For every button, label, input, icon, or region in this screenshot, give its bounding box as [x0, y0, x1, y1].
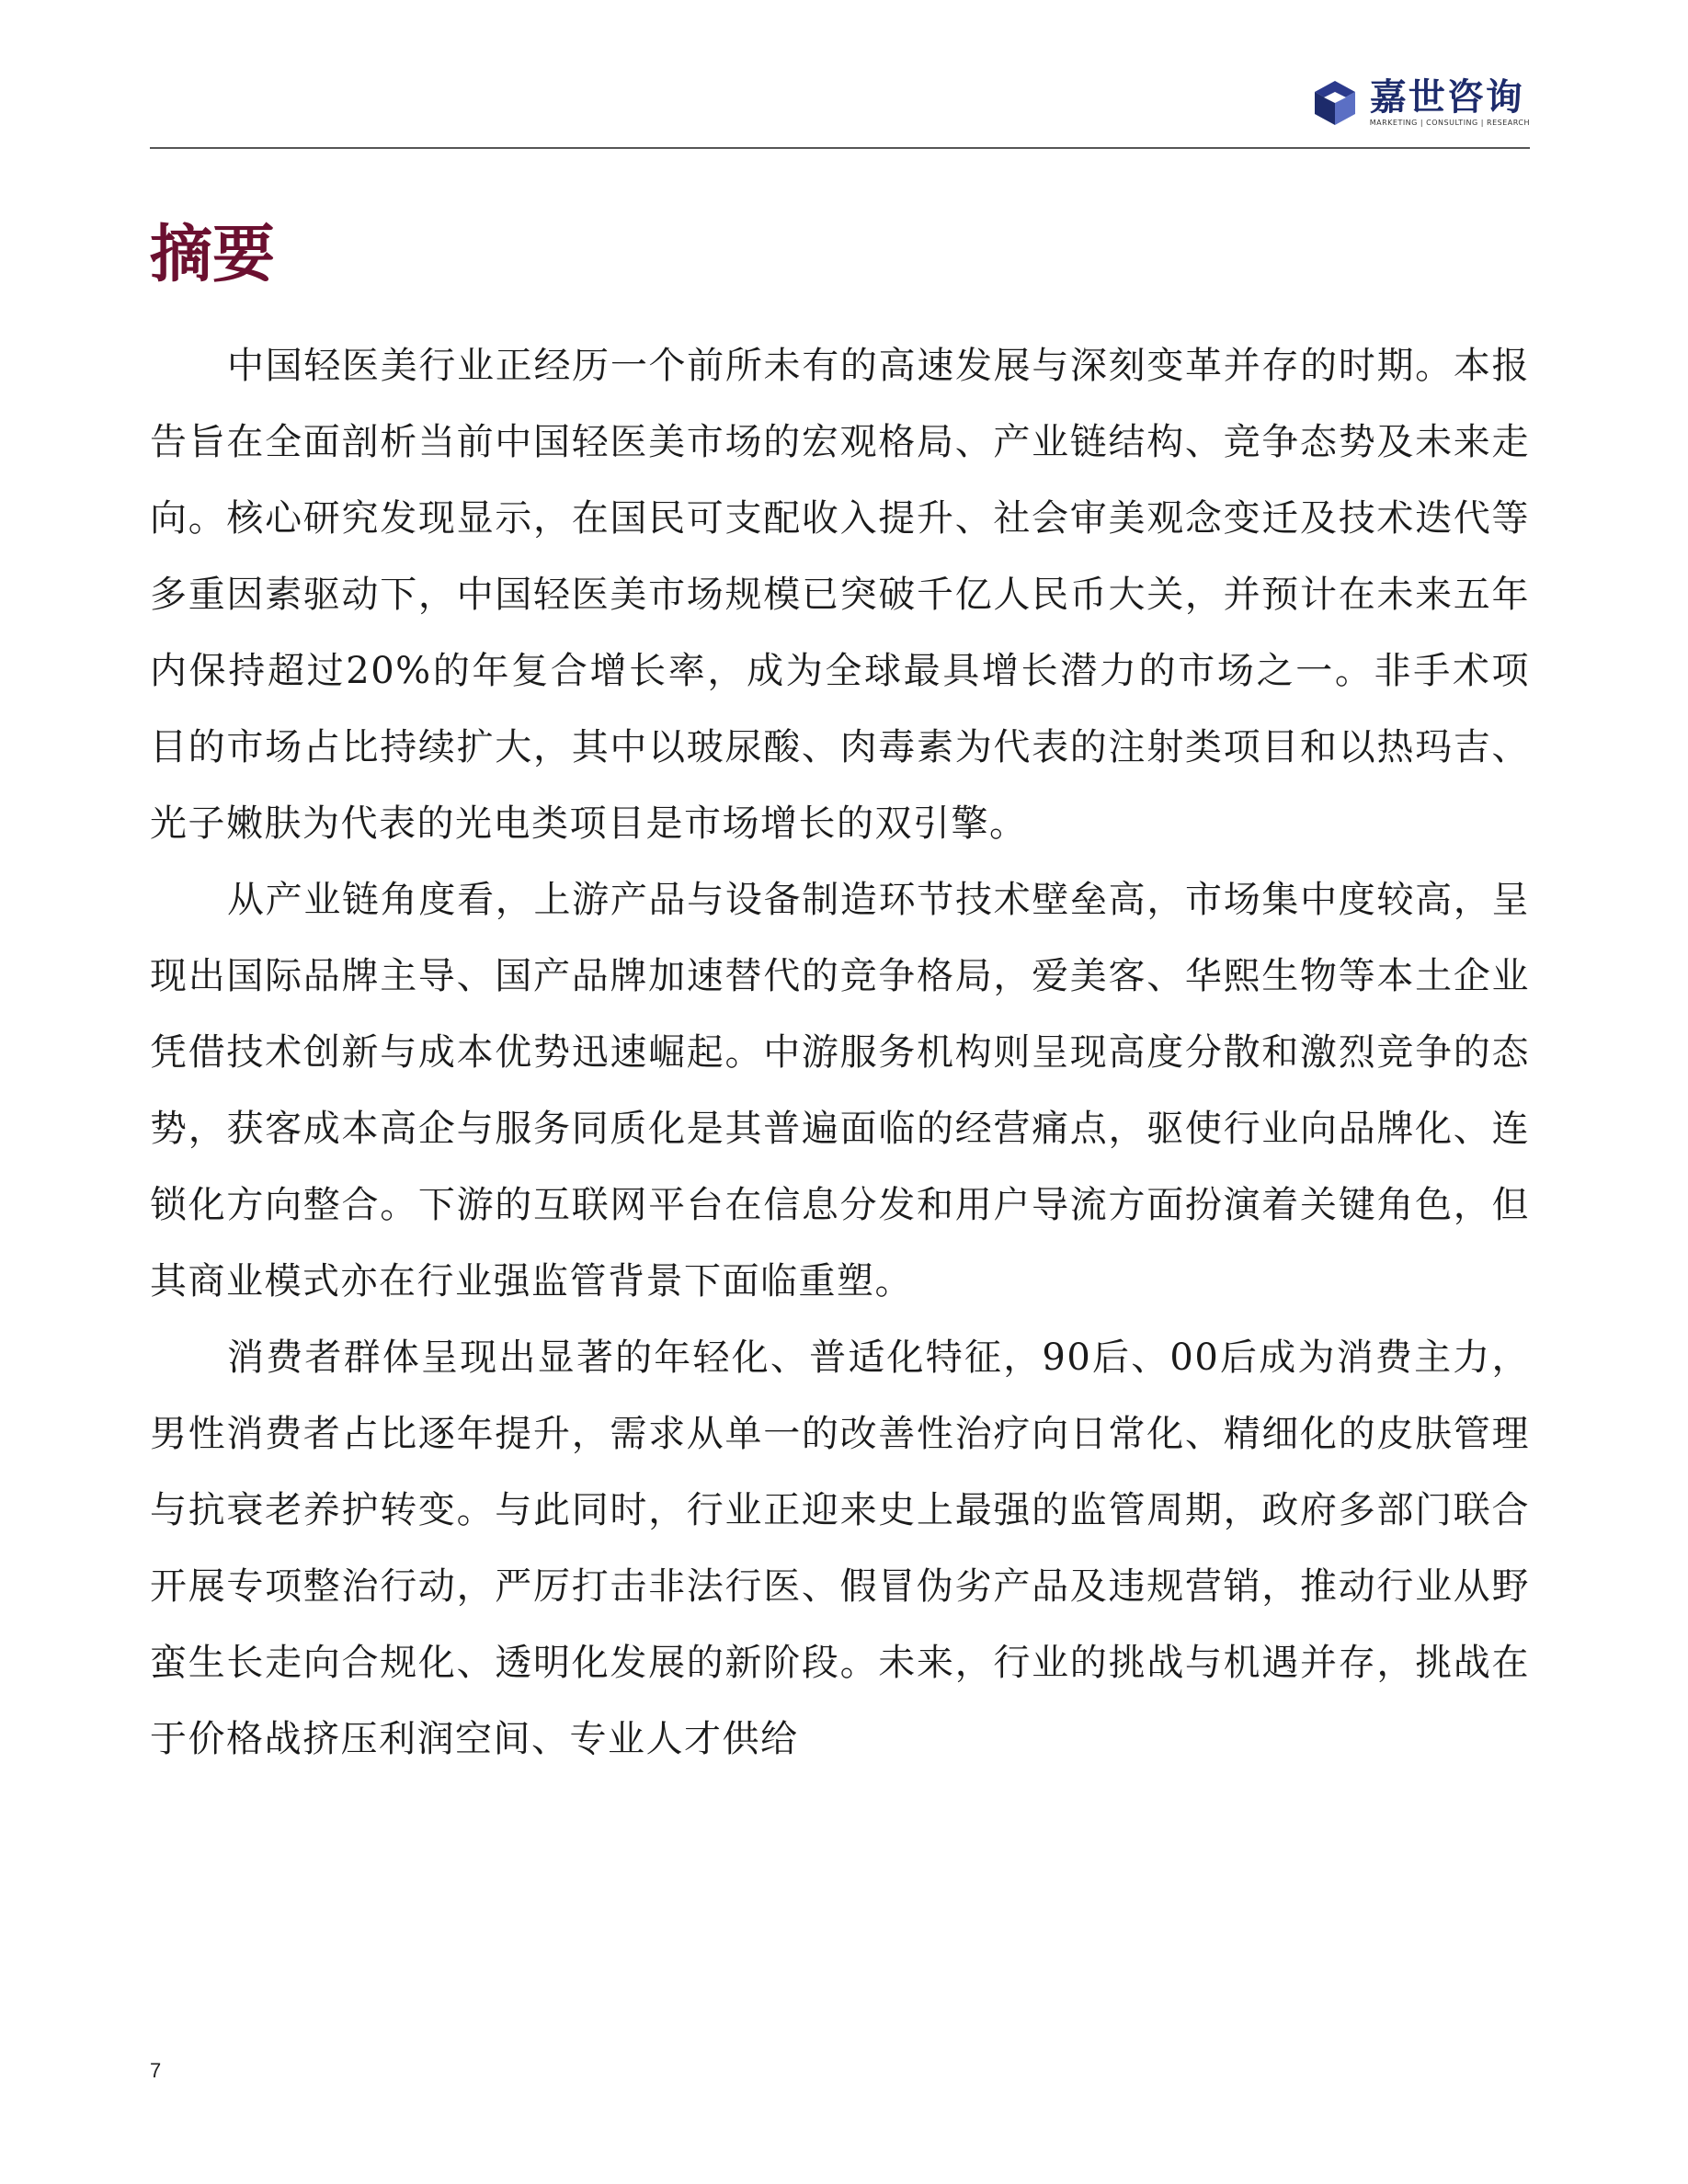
company-logo [1309, 77, 1530, 129]
section-title: 摘要 [150, 218, 276, 291]
paragraph: 消费者群体呈现出显著的年轻化、普适化特征，90后、00后成为消费主力，男性消费者占比逐年提升，需求从单一的改善性治疗向日常化、精细化的皮肤管理与抗衰老养护转变。与此同时，行业正迎来史上最强的监管周期，政府多部门联合开展专项整治行动，严厉打击非法行医、假冒伪劣产品及违规营销，推动行业从野蛮生长走向合规化、透明化发展的新阶段。未来，行业的挑战与机遇并存，挑战在于价格战挤压利润空间、专业人才供给 [150, 1337, 1530, 1760]
body-text [150, 328, 1530, 1778]
paragraph: 从产业链角度看，上游产品与设备制造环节技术壁垒高，市场集中度较高，呈现出国际品牌主导、国产品牌加速替代的竞争格局，爱美客、华熙生物等本土企业凭借技术创新与成本优势迅速崛起。中游服务机构则呈现高度分散和激烈竞争的态势，获客成本高企与服务同质化是其普遍面临的经营痛点，驱使行业向品牌化、连锁化方向整合。下游的互联网平台在信息分发和用户导流方面扮演着关键角色，但其商业模式亦在行业强监管背景下面临重塑。 [150, 879, 1530, 1302]
page-number: 7 [150, 2059, 162, 2082]
logo-tagline: MARKETING | CONSULTING | RESEARCH [1369, 119, 1530, 127]
cube-logo-icon [1309, 77, 1361, 129]
header-divider [150, 147, 1530, 149]
paragraph: 中国轻医美行业正经历一个前所未有的高速发展与深刻变革并存的时期。本报告旨在全面剖析当前中国轻医美市场的宏观格局、产业链结构、竞争态势及未来走向。核心研究发现显示，在国民可支配收入提升、社会审美观念变迁及技术迭代等多重因素驱动下，中国轻医美市场规模已突破千亿人民币大关，并预计在未来五年内保持超过20%的年复合增长率，成为全球最具增长潜力的市场之一。非手术项目的市场占比持续扩大，其中以玻尿酸、肉毒素为代表的注射类项目和以热玛吉、光子嫩肤为代表的光电类项目是市场增长的双引擎。 [150, 345, 1530, 845]
page-header [150, 72, 1530, 147]
logo-name: 嘉世咨询 [1369, 76, 1524, 119]
